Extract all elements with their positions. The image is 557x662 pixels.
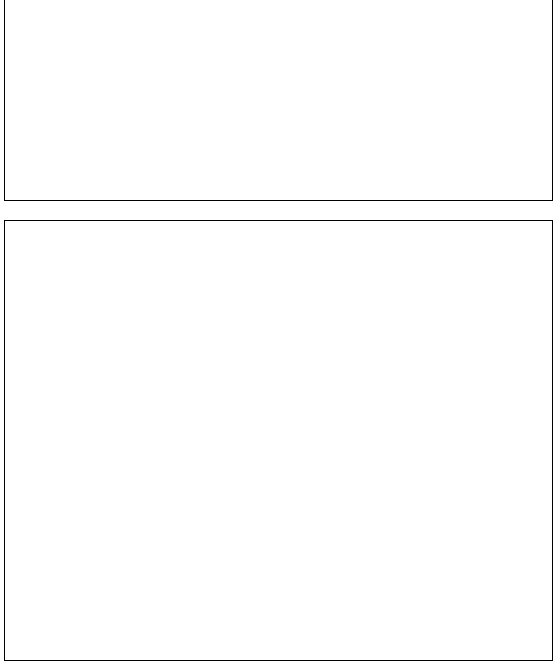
data-table	[4, 220, 553, 661]
top-sheet-pane	[4, 0, 553, 201]
